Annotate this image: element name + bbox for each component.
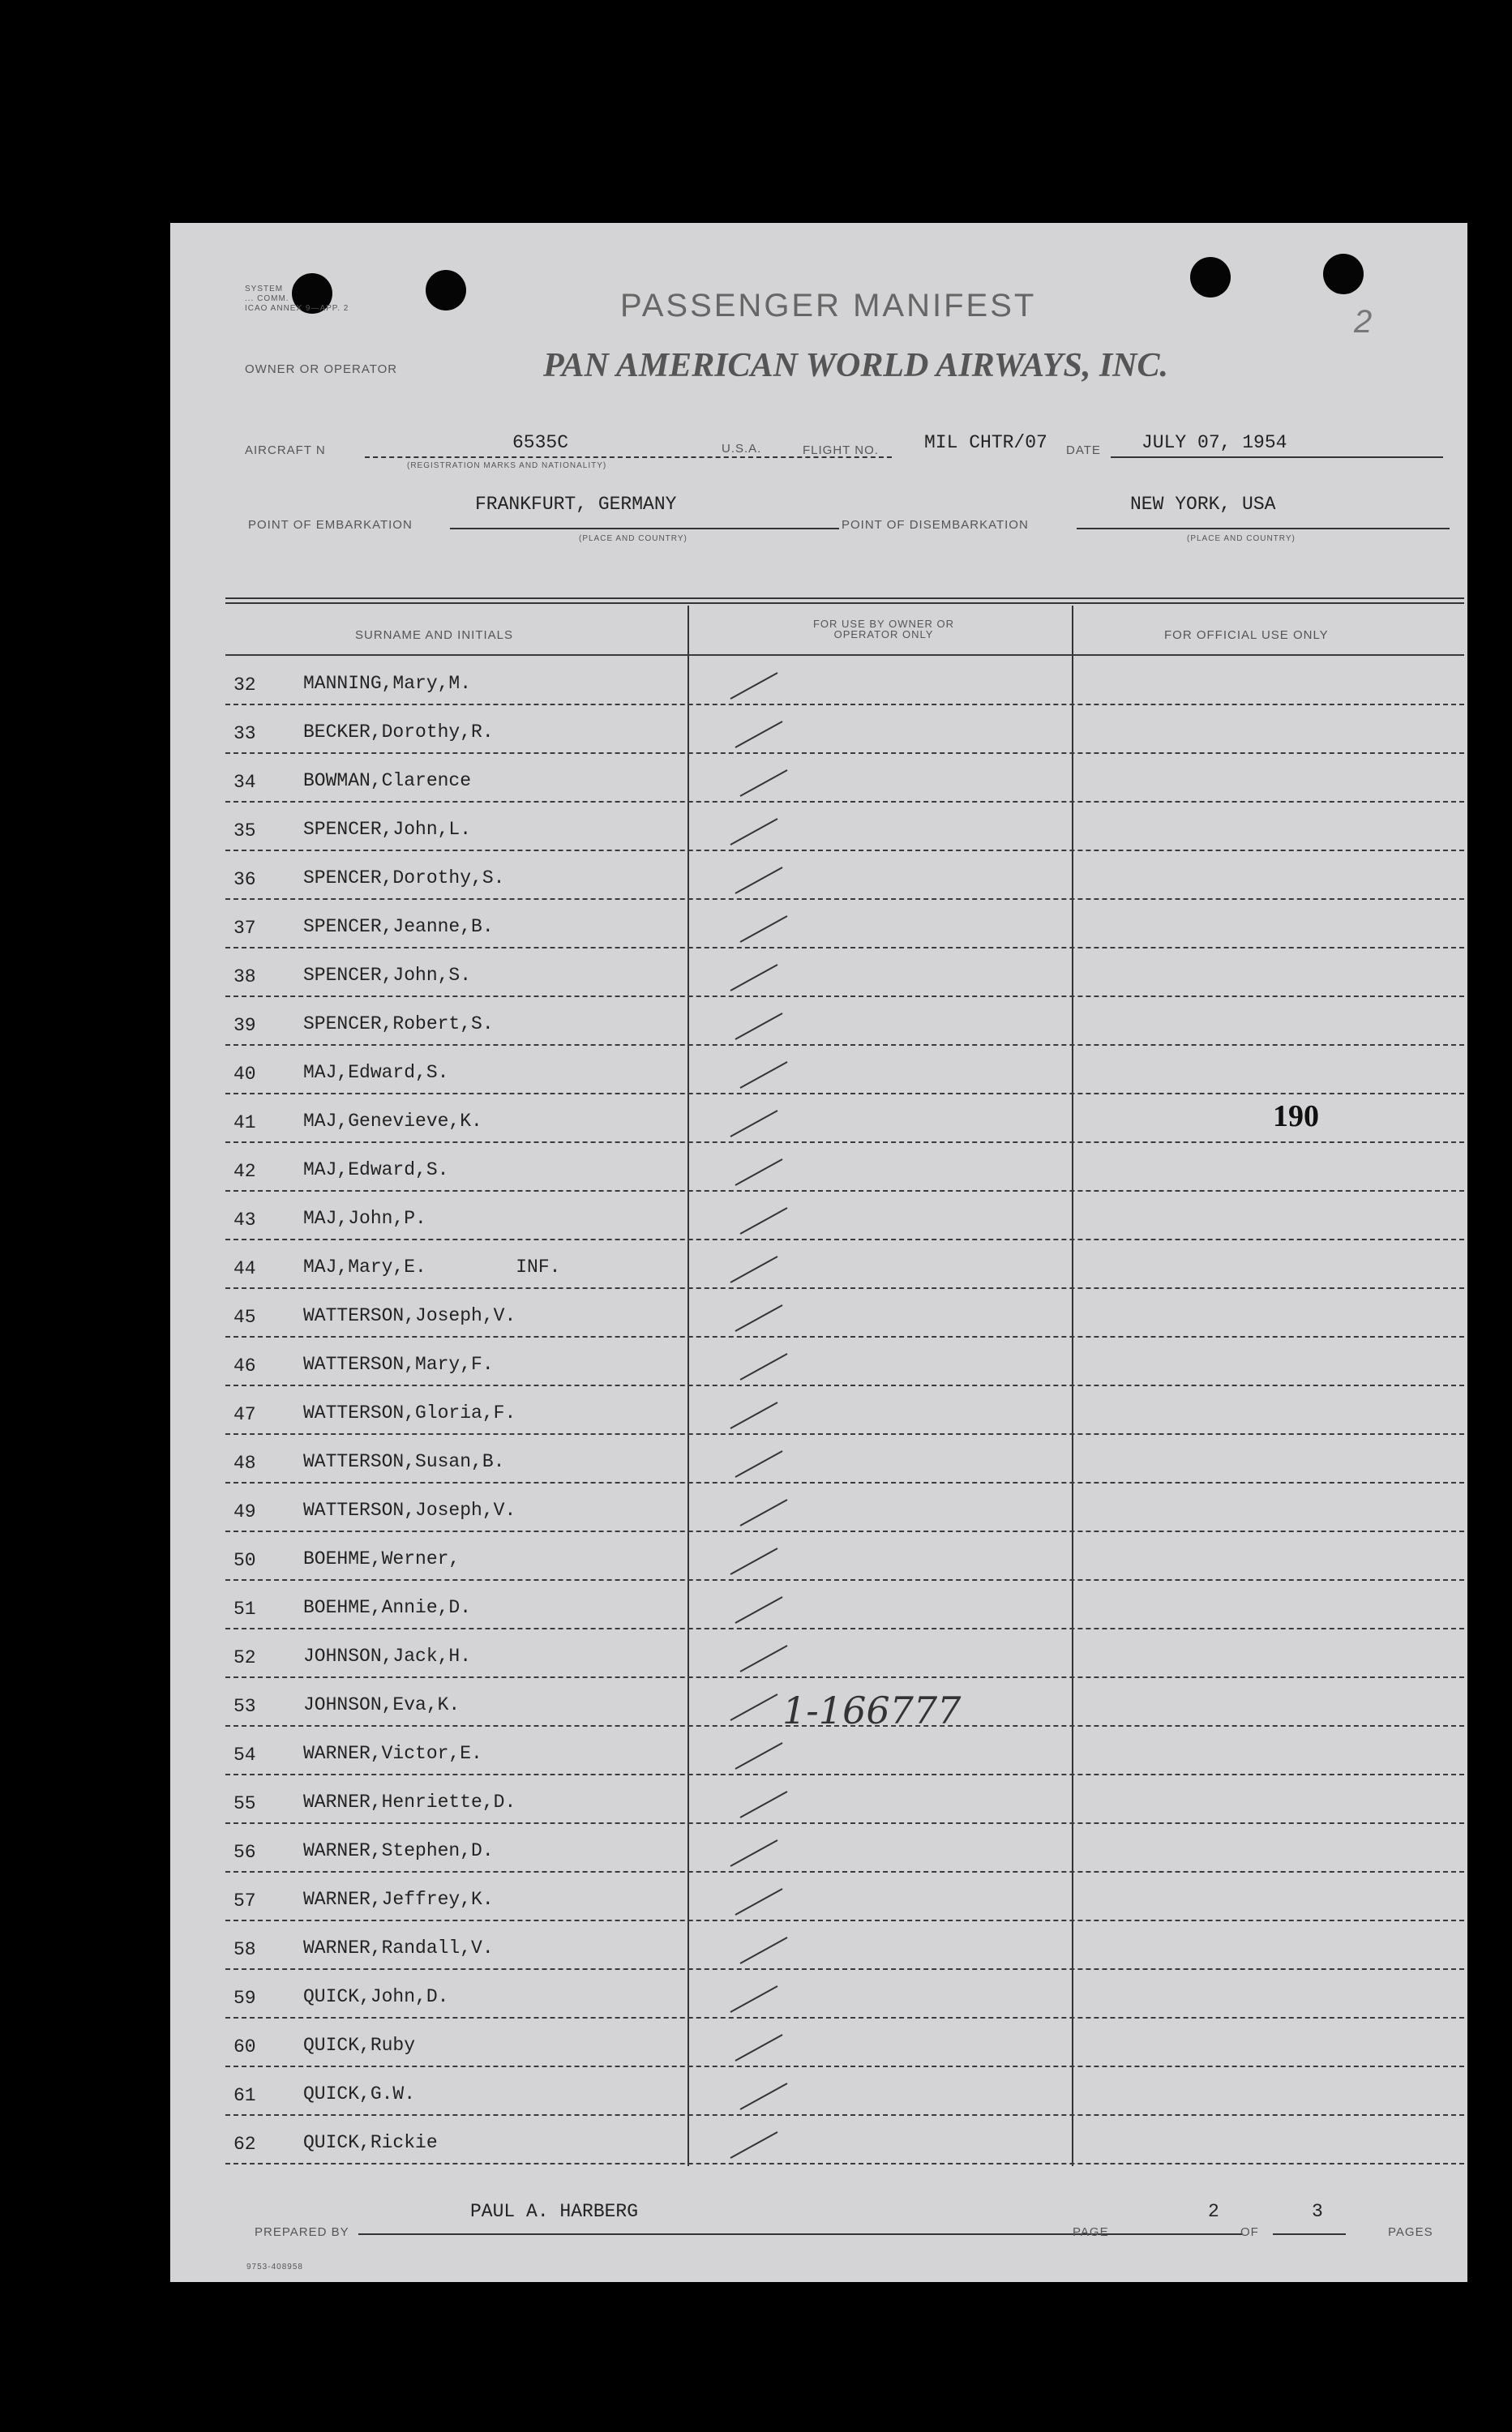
pages-label: PAGES xyxy=(1388,2225,1433,2239)
table-row xyxy=(225,1289,1466,1338)
table-row xyxy=(225,803,1466,851)
passenger-name: WATTERSON,Susan,B. xyxy=(303,1451,505,1472)
passenger-number: 48 xyxy=(233,1453,256,1474)
passenger-name: QUICK,Rickie xyxy=(303,2132,438,2153)
passenger-number: 46 xyxy=(233,1355,256,1377)
check-mark-icon xyxy=(724,1545,805,1578)
table-row xyxy=(225,1581,1466,1629)
passenger-number: 61 xyxy=(233,2085,256,2106)
table-row xyxy=(225,657,1466,705)
passenger-name: MAJ,Mary,E. INF. xyxy=(303,1257,561,1278)
table-row xyxy=(225,1046,1466,1094)
disembarkation-field-line xyxy=(1077,528,1450,529)
passenger-name: WARNER,Henriette,D. xyxy=(303,1792,516,1813)
passenger-number: 50 xyxy=(233,1550,256,1571)
passenger-number: 52 xyxy=(233,1647,256,1668)
passenger-number: 51 xyxy=(233,1599,256,1620)
passenger-number: 57 xyxy=(233,1890,256,1912)
table-row xyxy=(225,1338,1466,1386)
flight-date: JULY 07, 1954 xyxy=(1141,432,1287,453)
passenger-number: 44 xyxy=(233,1258,256,1279)
passenger-name: SPENCER,Dorothy,S. xyxy=(303,867,505,888)
table-row xyxy=(225,1143,1466,1192)
passenger-number: 39 xyxy=(233,1015,256,1036)
country-label: U.S.A. xyxy=(722,442,762,456)
check-mark-icon xyxy=(724,816,805,848)
passenger-number: 59 xyxy=(233,1988,256,2009)
table-top-rule xyxy=(225,602,1464,604)
header-rule xyxy=(225,654,1464,656)
passenger-name: MAJ,Genevieve,K. xyxy=(303,1111,482,1132)
table-row xyxy=(225,2116,1466,2164)
passenger-number: 42 xyxy=(233,1161,256,1182)
check-mark-icon xyxy=(724,1448,805,1480)
check-mark-icon xyxy=(724,1010,805,1043)
passenger-name: BOWMAN,Clarence xyxy=(303,770,472,791)
passenger-name: WARNER,Randall,V. xyxy=(303,1937,494,1959)
check-mark-icon xyxy=(724,961,805,994)
embarkation-label: POINT OF EMBARKATION xyxy=(248,518,413,532)
prepared-by-label: PREPARED BY xyxy=(255,2225,349,2239)
table-top-rule xyxy=(225,597,1464,599)
passenger-number: 56 xyxy=(233,1842,256,1863)
passenger-number: 62 xyxy=(233,2134,256,2155)
check-mark-icon xyxy=(724,2080,805,2113)
passenger-name: JOHNSON,Eva,K. xyxy=(303,1694,460,1715)
passenger-name: WARNER,Stephen,D. xyxy=(303,1840,494,1861)
manifest-sheet xyxy=(170,223,1467,2282)
table-row xyxy=(225,1240,1466,1289)
passenger-name: SPENCER,John,S. xyxy=(303,965,472,986)
page-total-field-line xyxy=(1273,2233,1346,2235)
page-mark: 2 xyxy=(1354,304,1373,340)
passenger-name: WATTERSON,Mary,F. xyxy=(303,1354,494,1375)
table-row xyxy=(225,1824,1466,1873)
passenger-number: 53 xyxy=(233,1696,256,1717)
passenger-name: WATTERSON,Joseph,V. xyxy=(303,1305,516,1326)
passenger-name: SPENCER,Robert,S. xyxy=(303,1013,494,1034)
passenger-number: 33 xyxy=(233,723,256,744)
table-row xyxy=(225,1629,1466,1678)
check-mark-icon xyxy=(724,1253,805,1286)
page-number: 2 xyxy=(1208,2201,1219,2222)
passenger-name: MAJ,John,P. xyxy=(303,1208,426,1229)
check-mark-icon xyxy=(724,1107,805,1140)
column-header-names: SURNAME AND INITIALS xyxy=(355,628,514,642)
check-mark-icon xyxy=(724,767,805,799)
table-row xyxy=(225,1435,1466,1484)
owner-label: OWNER OR OPERATOR xyxy=(245,362,398,376)
check-mark-icon xyxy=(724,1351,805,1383)
form-reference-line: ICAO ANNEX 9—APP. 2 xyxy=(245,304,349,313)
table-row xyxy=(225,1970,1466,2019)
passenger-name: SPENCER,Jeanne,B. xyxy=(303,916,494,937)
passenger-number: 47 xyxy=(233,1404,256,1425)
official-stamp: 190 xyxy=(1273,1099,1319,1133)
passenger-number: 49 xyxy=(233,1501,256,1522)
passenger-number: 32 xyxy=(233,674,256,696)
passenger-name: JOHNSON,Jack,H. xyxy=(303,1646,472,1667)
registration-caption: (REGISTRATION MARKS AND NATIONALITY) xyxy=(407,461,607,470)
check-mark-icon xyxy=(724,864,805,897)
check-mark-icon xyxy=(724,1788,805,1821)
check-mark-icon xyxy=(724,670,805,702)
of-label: OF xyxy=(1240,2225,1259,2239)
passenger-number: 36 xyxy=(233,869,256,890)
page-title: PASSENGER MANIFEST xyxy=(620,288,1037,323)
passenger-name: BOEHME,Annie,D. xyxy=(303,1597,472,1618)
table-row xyxy=(225,900,1466,948)
table-row xyxy=(225,2019,1466,2067)
date-field-line xyxy=(1111,456,1443,458)
check-mark-icon xyxy=(724,1156,805,1188)
aircraft-label: AIRCRAFT N xyxy=(245,443,326,457)
check-mark-icon xyxy=(724,1642,805,1675)
table-row xyxy=(225,2067,1466,2116)
passenger-number: 60 xyxy=(233,2036,256,2057)
form-reference-line: ... COMM. xyxy=(245,294,289,303)
prepared-by-field-line xyxy=(358,2233,1242,2235)
airline-name: PAN AMERICAN WORLD AIRWAYS, INC. xyxy=(543,347,1169,384)
passenger-number: 38 xyxy=(233,966,256,987)
passenger-name: QUICK,G.W. xyxy=(303,2083,416,2104)
punch-hole xyxy=(426,270,466,310)
table-row xyxy=(225,1484,1466,1532)
passenger-number: 41 xyxy=(233,1112,256,1133)
check-mark-icon xyxy=(724,1934,805,1967)
table-row xyxy=(225,1532,1466,1581)
aircraft-registration: 6535C xyxy=(512,432,569,453)
embarkation-caption: (PLACE AND COUNTRY) xyxy=(579,534,687,543)
passenger-number: 58 xyxy=(233,1939,256,1960)
check-mark-icon xyxy=(724,1059,805,1091)
passenger-number: 54 xyxy=(233,1745,256,1766)
flight-label: FLIGHT NO. xyxy=(803,443,879,457)
table-row xyxy=(225,1727,1466,1775)
flight-number: MIL CHTR/07 xyxy=(924,432,1047,453)
table-row xyxy=(225,851,1466,900)
form-reference-line: SYSTEM xyxy=(245,285,284,293)
check-mark-icon xyxy=(724,1205,805,1237)
handwritten-reference: 1-166777 xyxy=(782,1689,962,1732)
passenger-name: QUICK,Ruby xyxy=(303,2035,416,2056)
page-label: PAGE xyxy=(1073,2225,1109,2239)
passenger-number: 43 xyxy=(233,1210,256,1231)
table-row xyxy=(225,1775,1466,1824)
date-label: DATE xyxy=(1066,443,1101,457)
passenger-number: 37 xyxy=(233,918,256,939)
check-mark-icon xyxy=(724,1399,805,1432)
table-row xyxy=(225,1192,1466,1240)
table-row xyxy=(225,705,1466,754)
passenger-number: 40 xyxy=(233,1064,256,1085)
check-mark-icon xyxy=(724,1983,805,2015)
table-row xyxy=(225,1386,1466,1435)
table-row xyxy=(225,997,1466,1046)
embarkation-field-line xyxy=(450,528,839,529)
check-mark-icon xyxy=(724,1594,805,1626)
disembarkation-caption: (PLACE AND COUNTRY) xyxy=(1187,534,1296,543)
passenger-name: BECKER,Dorothy,R. xyxy=(303,721,494,743)
prepared-by-name: PAUL A. HARBERG xyxy=(470,2201,639,2222)
passenger-number: 34 xyxy=(233,772,256,793)
passenger-name: MAJ,Edward,S. xyxy=(303,1062,449,1083)
passenger-name: WARNER,Victor,E. xyxy=(303,1743,482,1764)
disembarkation-label: POINT OF DISEMBARKATION xyxy=(842,518,1029,532)
check-mark-icon xyxy=(724,1740,805,1772)
passenger-name: WARNER,Jeffrey,K. xyxy=(303,1889,494,1910)
punch-hole xyxy=(1323,254,1364,294)
table-row xyxy=(225,1921,1466,1970)
check-mark-icon xyxy=(724,913,805,945)
check-mark-icon xyxy=(724,1496,805,1529)
page-total: 3 xyxy=(1312,2201,1323,2222)
passenger-name: MAJ,Edward,S. xyxy=(303,1159,449,1180)
check-mark-icon xyxy=(724,1886,805,1918)
column-header-owner-use: FOR USE BY OWNER OR OPERATOR ONLY xyxy=(812,618,955,640)
table-row xyxy=(225,754,1466,803)
passenger-name: MANNING,Mary,M. xyxy=(303,673,472,694)
passenger-name: WATTERSON,Joseph,V. xyxy=(303,1500,516,1521)
check-mark-icon xyxy=(724,2129,805,2161)
passenger-number: 45 xyxy=(233,1307,256,1328)
table-row xyxy=(225,948,1466,997)
passenger-name: BOEHME,Werner, xyxy=(303,1548,460,1569)
row-rule xyxy=(225,2163,1464,2164)
check-mark-icon xyxy=(724,2032,805,2064)
passenger-name: SPENCER,John,L. xyxy=(303,819,472,840)
check-mark-icon xyxy=(724,1302,805,1334)
table-row xyxy=(225,1873,1466,1921)
passenger-name: WATTERSON,Gloria,F. xyxy=(303,1402,516,1424)
disembarkation-point: NEW YORK, USA xyxy=(1130,494,1276,515)
passenger-name: QUICK,John,D. xyxy=(303,1986,449,2007)
form-reference xyxy=(245,285,349,314)
passenger-number: 35 xyxy=(233,820,256,841)
punch-hole xyxy=(1190,257,1231,298)
passenger-number: 55 xyxy=(233,1793,256,1814)
form-code: 9753-408958 xyxy=(246,2263,303,2271)
check-mark-icon xyxy=(724,1837,805,1869)
check-mark-icon xyxy=(724,718,805,751)
embarkation-point: FRANKFURT, GERMANY xyxy=(475,494,677,515)
column-header-official-use: FOR OFFICIAL USE ONLY xyxy=(1164,628,1329,642)
